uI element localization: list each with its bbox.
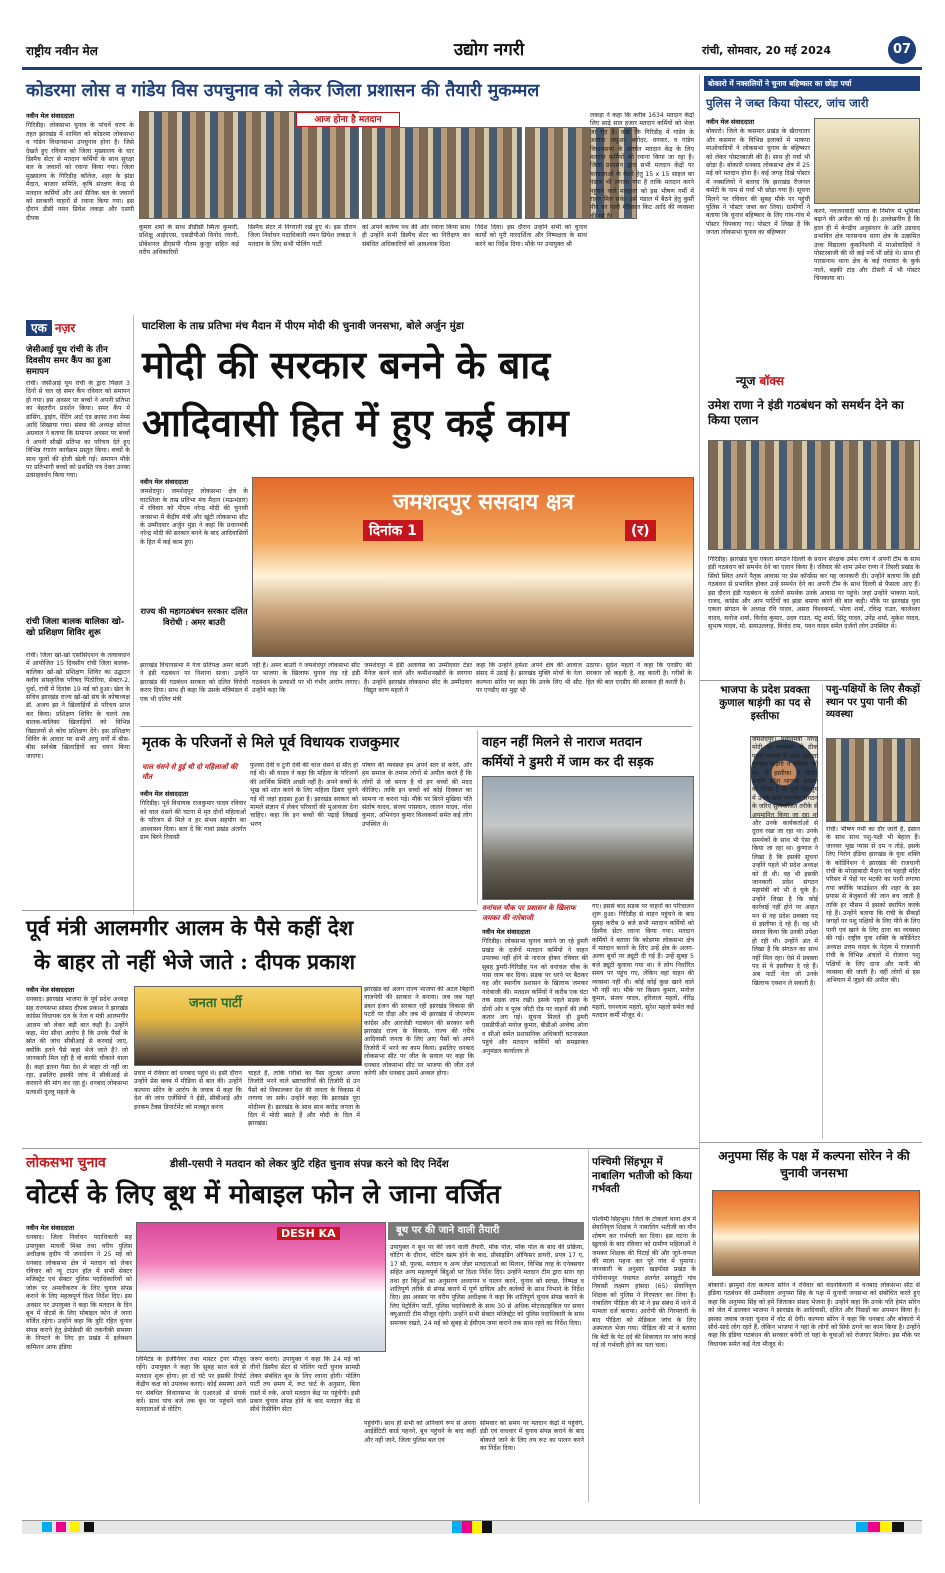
rajkumar-col3: पोषण की व्यवस्था हम अपने स्तर से करेंगे, और हम समाज के तमाम लोगों से अपील करते हैं कि लोगों से जो बनता है वो इन बच्चों की मदद कीजिए। ताकि इन बच्चों को कोई दिक्कत का सामना ना करना पड़े। मौके पर बिरने मुखिया पति संतोष यादव, संजय पासवान, लालन यादव, नरेश कुमार, अभिनंदन कुमार विश्वकर्मा समेत कई लोग उपस्थित थे। — [362, 762, 472, 828]
alamgir-col3: चाहते हैं, ताकि गरीबों का पैसा लूटकर अपना तिजोरी भरने वाले भ्रष्टाचारियों की तिजोरी से उन पैसों को निकालकर देश की जनता के विकास में लगाया जा सके। उन्होंने कहा कि झारखंड पूरा मोदीमय है। झारखंड के साथ साथ करोड़ जनता के दिल में मोदी बसते हैं और मोदी के दिल में झारखंड। — [248, 1070, 360, 1128]
loksabha-col5: पहुंचेंगी। साथ ही सभी को अनिवार्य रूप से अपना आईडेंटिटी कार्ड पहनने, बूथ पहुंचने के बाद कहीं और नहीं जाने, जिला पुलिस बल एवं — [364, 1420, 476, 1444]
loksabha-col1: नवीन मेल संवाददाता धनबाद। जिला निर्वाचन पदाधिकारी सह उपायुक्त माधवी मिश्रा तथा वरीय पुलिस अधीक्षक हृदीप पी जनार्दनन ने 25 मई को धनबाद लोकसभा क्षेत्र में मतदान को लेकर रविवार को न्यू टाउन हॉल में सभी सेक्टर मजिस्ट्रेट एवं सेक्टर पुलिस पदाधिकारियों को जोरू पर अमलीकरण के लिए चुनाव संपन्न कराने के लिए महत्वपूर्ण दिशा निर्देश दिए। इस अवसर पर उपायुक्त ने कहा कि मतदान के दिन बूथ में वोटर्स के लिए मोबाइल फोन ले जाना वर्जित रहेगा। उन्होंने कहा कि त्रुटि रहित चुनाव संपन्न कराने हेतु डेमोक्रेसी की तकनीकी समस्या के निपटने के लिए हर प्रखंड में इलेक्शन कमिशन आफ इंडिया — [26, 1224, 132, 1351]
top-story-photo-2 — [362, 127, 522, 219]
ek-nazar-divider — [133, 315, 134, 915]
pashu-body: रांची। भीषण गर्मी का दौर जारी है, इंसान के साथ साथ पशु-पक्षी भी बेहाल हैं। जानवर भूख प्यास से दम न तोड़े, इसके लिए निरोग इंडिया झारखंड के युवा शक्ति के कोर्डिनेशन ने झारखंड की राजधानी रांची के मोरहाबादी मैदान एवं पहाड़ी मंदिर परिसर में पेड़ों पर मटकी का पानी लगाया गया क्योंकि फाउंडेशन की शहर के इस प्रयास से बेजुबानों की जान बच जाती है ताकि हर मौसम में इसको स्थापित करके रहे हैं। उन्होंने बताया कि रांची के सैकड़ों जगहों पर पशु पक्षियों के लिए पीने के लिए पानी एवं खाने के लिए दाना का व्यवस्था की गई। राष्ट्रीय युवा शक्ति के कोर्डिनेटर अध्यक्ष उत्तम यादव के नेतृत्व में राजधानी रांची के विभिन्न अंचलों में रोजाना पशु पक्षियों के लिए दाना और पानी की व्यवस्था की जाती है। वहीं लोगों से इस अभियान में जुड़ने की अपील की। — [826, 826, 920, 985]
news-box-body: गिरिडीह। झारखंड युवा एकता संगठन दिल्ली के प्रधान संरक्षक उमेश राणा ने अपनी टीम के साथ इंडी गठबंधन को समर्थन देने का एलान किया है। रविवार की शाम उमेश राणा ने तिसरी प्रखंड के सिंघो स्थित अपने पैतृक आवास पर प्रेस कॉन्फ्रेंस कर यह जानकारी दी। उन्होंने बताया कि इंडी गठबंधन से प्रभावित होकर उन्हें समर्थन देने का अपनी टीम के साथ दिल्ली से फ़ैसला आए हैं। इस दौरान इंडी गठबंधन के दर्जनों समर्थक उनके आवास पर पहुंचे। जहां उन्होंने भाकपा माले, राजद, कांग्रेस और आप पार्टियों का झंडा थमाया करने की बात कही। मौके पर झारखंड युवा एकता संगठन के अध्यक्ष रवि यादव, असरा विश्वकर्मा, भोला शर्मा, रविन्द्र राउत, कालेश्वर यादव, मनोज शर्मा, विनोद कुमार, उदय राउत, मंटू शर्मा, सिंटू यादव, उपेंद्र शर्मा, मुकेश यादव, सुभाष यादव, मो. समाउल्लाह, विनोद राम, पवन यादव समेत दर्जनों लोग उपस्थित थे। — [708, 556, 920, 631]
vahan-headline-line2: कर्मियों ने डुमरी में जाम कर दी सड़क — [482, 755, 654, 770]
modi-byline: नवीन मेल संवाददाता — [140, 478, 189, 486]
modi-rally-photo — [252, 477, 694, 657]
modi-kicker: घाटशिला के ताम्र प्रतिभा मंच मैदान में पीएम मोदी की चुनावी जनसभा, बोले अर्जुन मुंडा — [142, 320, 464, 332]
alamgir-headline-line1: पूर्व मंत्री आलमगीर आलम के पैसे कहीं देश — [26, 915, 354, 940]
modi-col4: कहा कि उन्होंने हमेशा अपने क्षेत्र की आवाज संसद में उठाई है। झारखंड मुक्ति मोर्चा के नेता कल्पना सोरेन पर कहा कि उनके लिए भी सीट पर एनडीए का मुद्दा भी — [476, 662, 582, 695]
alamgir-rule — [22, 910, 477, 911]
ek-nazar-label-a: एक — [26, 320, 52, 336]
right-column-divider — [699, 74, 700, 1504]
anupama-headline: अनुपमा सिंह के पक्ष में कल्पना सोरेन ने की चुनावी जनसभा — [718, 1149, 910, 1180]
naxal-byline: नवीन मेल संवाददाता — [706, 118, 755, 126]
vahan-caption: वनांचल चौक पर प्रशासन के खिलाफ जमकर की नारेबाजी — [482, 904, 576, 922]
loksabha-byline: नवीन मेल संवाददाता — [26, 1224, 75, 1232]
alamgir-headline-line2: के बाहर तो नहीं भेजे जाते : दीपक प्रकाश — [34, 949, 355, 974]
dateline: रांची, सोमवार, 20 मई 2024 — [702, 44, 832, 57]
rajkumar-headline: मृतक के परिजनों से मिले पूर्व विधायक राजकुमार — [142, 734, 400, 751]
alamgir-col1: नवीन मेल संवाददाता धनबाद। झारखंड भाजपा के पूर्व प्रदेश अध्यक्ष सह राज्यसभा सांसद दीपक प्रकाश ने झारखंड कांग्रेस विधायक दल के नेता व मंत्री आलमगीर आलम को लेकर बड़ी बात कही है। उन्होंने कहा, मेरा सीधा आरोप है कि उनके पैसों के स्रोत की जांच सीबीआई से करवाई जाए, क्योंकि इतने पैसे कहां भेजे जाते हैं? जो जानकारी मिल रही है वो काफी चौकाने वाला है। कहां इतना पैसा देश से बाहर तो नहीं जा रहा, इसलिए इसकी जांच में सीबीआई से करवाने की मांग कर रहा हूं। धनबाद लोकसभा प्रत्याशी दुल्लू महतो के — [26, 986, 128, 1096]
loksabha-col3: जरूर कराएं। उपायुक्त ने कहा कि 24 मई को तीनों डिस्पैच सेंटर से पोलिंग पार्टी चुनाव सामग्री लेकर संबंधित बूथ के लिए रवाना होंगी। पोलिंग पार्टी तय समय में, रूट चार्ट के अनुसार, बिना रास्ते में रुके, अपने मतदान केंद्र पर पहुंचेंगी। इसी प्रकार चुनाव संपन्न होने के बाद मतदान केंद्र से सीधे रिसीविंग सेंटर — [250, 1356, 360, 1414]
paper-name: राष्ट्रीय नवीन मेल — [26, 44, 98, 58]
cmyk-mark-cyan — [42, 1522, 52, 1532]
vahan-col2: गए। इससे बाद सड़क पर वाहनों का परिचालन शुरू हुआ। गिरिडीह से वाहन पहुंचने के बाद सुबह करीब 9 बजे सभी मतदान कर्मियों को डिस्पैच सेंटर रवाना किया गया। मतदान कर्मियों ने बताया कि कोडरमा लोकसभा क्षेत्र में मतदान कराने के लिए उन्हें क्षेत्र के अलग-अलग बूथों पर ड्यूटी दी गई है। उन्हें सुबह 5 बजे ड्यूटी बुलाया गया था। वे लोग निर्धारित समय पर पहुंच गए, लेकिन वहां वाहन की व्यवस्था नहीं थी। कोई कोई कुछ खाने वाले भी नहीं था। मौके पर किसन कुमार, मनोज कुमार, संजय यादव, हरिलाल महतो, वीरेंद्र महतो, घनश्याम महतो, सुरेश महतो समेत कई मतदान कर्मी मौजूद थे। — [592, 903, 694, 1020]
nabalig-divider — [588, 1150, 589, 1502]
ek-nazar-item2-body: रांची। जिला खो-खो एसोसिएशन के तत्वावधान में आयोजित 15 दिवसीय रांची जिला बालक-बालिका खो-खो प्रशिक्षण शिविर का उद्घाटन क्लीव सांस्कृतिक परिषद पिठोरिया, सेक्टर-2, धुर्वा, रांची में दिनांक 19 मई को हुआ। खेल के सचिव झारखंड राज्य खो-खो संघ के कोषाध्यक्ष डॉ. अजय झा ने खिलाड़ियों से परिचय प्राप्त कर किया। प्रशिक्षण शिविर के चलने तक बालक-बालिका खिलाड़ियों को विभिन्न विद्यालयों से कोच प्रशिक्षण देंगे। इस प्रशिक्षण शिविर के आधार पर सभी आयु वर्गों में बीस-बीस सर्वश्रेष्ठ खिलाड़ियों का चयन किया जाएगा। — [26, 652, 130, 760]
rally-banner-a: जमशदपुर ससदाय क्षत्र — [393, 489, 574, 515]
alamgir-col2: प्रचार में रविवार को धनबाद पहुंचे थे। इसी दौरान उन्होंने प्रेस क्लब में मीडिया से बात की। उन्होंने कल्पना सोरेन के आरोप के जवाब में कहा कि देश की जांच एजेंसियों ने ईडी, सीबीआई और इनकम टैक्स डिपार्टमेंट को मजबूत करना — [134, 1070, 242, 1111]
top-story-col4: को अपने कर्तव्य पथ की ओर रवाना किया साथ ही उन्होंने सभी डिस्पैच सेंटर का निरीक्षण कर संबंधित अधिकारियों को आवश्यक दिशा — [362, 224, 470, 248]
modi-col3: जमशेदपुर में इंडी अलायंस का उम्मीदवार टेंडर मैनेज करने वाले और कमीशनखोरों के सरगना हैं। उन्होंने झारखंड लोकसभा सीट के उम्मीदवार विद्युत वरण महतो ने — [364, 662, 472, 695]
loksabha-photo-label: DESH KA — [277, 1227, 340, 1240]
kunal-divider — [822, 684, 823, 1139]
cmyk-mark-black — [84, 1522, 94, 1532]
modi-col5: उठाया। सुदेश महतो ने कहा कि एनडीए की सरकार जो कहती है, वह करती है। गरीबों के हित की बात एनडीए की सरकार ही करती है। — [586, 662, 692, 686]
anupama-rule — [700, 1142, 922, 1143]
rajkumar-rule — [140, 726, 692, 727]
vahan-byline: नवीन मेल संवाददाता — [482, 928, 531, 936]
modi-col1: झारखंड विधानसभा में नेता प्रतिपक्ष अमर बाउरी ने इंडी गठबंधन पर निशाना साधा। उन्होंने झारखंड की गठबंधन सरकार को दलित विरोधी करार दिया। साथ ही कहा कि उसके मंत्रिमंडल में एक भी दलित मंत्री — [140, 662, 248, 703]
top-story-headline: कोडरमा लोस व गांडेय विस उपचुनाव को लेकर जिला प्रशासन की तैयारी मुकम्मल — [26, 81, 540, 101]
pashu-photo — [826, 738, 920, 822]
anupama-body: बोकारो। झामुमो नेता कल्पना सोरेन ने रविवार को चंदनकियारी में धनबाद लोकसभा सीट से इंडिया गठबंधन की उम्मीदवार अनुपमा सिंह के पक्ष में चुनावी जनसभा को संबोधित करते हुए कहा कि अनुपमा सिंह को हमें जिताकर संसद भेजना है। उन्होंने कहा कि उनके पति हेमंत सोरेन को जेल में डालकर भाजपा ने झारखंड के आदिवासी, दलित और पिछड़ों का अपमान किया है। इसका जवाब जनता चुनाव में वोट से देगी। कल्पना सोरेन ने कहा कि धनबाद और बोकारो में सीधे-सादे लोग रहते हैं, लेकिन भाजपा ने यहां के लोगों को सिर्फ ठगने का काम किया है। उन्होंने कहा कि इंडिया गठबंधन की सरकार बनेगी तो यहां के युवाओं को रोजगार मिलेगा। इस मौके पर विधायक समेत कई नेता मौजूद थे। — [708, 1282, 920, 1348]
news-box-label — [706, 370, 920, 390]
news-box-label-a: न्यूज — [736, 374, 756, 388]
top-story-photo-banner: आज होना है मतदान — [296, 112, 400, 127]
masthead-rule — [22, 67, 922, 70]
modi-col2: नहीं है। अमर बाउरी ने जमशेदपुर लोकसभा सीट पर भाजपा के खिलाफ चुनाव लड़ रहे इंडी गठबंधन के प्रत्याशी पर भी गंभीर आरोप लगाए। उन्होंने कहा कि — [252, 662, 360, 695]
alamgir-byline: नवीन मेल संवाददाता — [26, 986, 75, 994]
news-box-photo — [708, 440, 920, 550]
modi-headline-line1: मोदी की सरकार बनने के बाद — [142, 342, 551, 387]
loksabha-label: लोकसभा चुनाव — [26, 1155, 106, 1171]
rajkumar-col1: नवीन मेल संवाददाता गिरिडीह। पूर्व विधायक राजकुमार यादव रविवार को चाल धंसने की घटना में मृत दोनों महिलाओं के परिजन से मिले व हर संभव सहयोग का आश्वासन दिया। बता दें कि गावां प्रखंड अंतर्गत ग्राम बिरने निवासी — [140, 790, 246, 842]
vahan-photo — [482, 776, 694, 900]
cmyk-mark-right — [856, 1522, 904, 1532]
alamgir-col4: झारखंड को अलग राज्य भाजपा की अटल बिहारी वाजपेयी की सरकार ने बनाया। जब जब यहां डबल इंजन की सरकार रही झारखंड विकास की पटरी पर दौड़ा और जब भी झारखंड में जेएमएम कांग्रेस और आरजेडी गठबंधन की सरकार बनी झारखंड राज्य के विकास, राज्य की गरीब आदिवासी जनता के लिए आए पैसों को अपने तिजोरी में भरने का काम किया। इसलिए धनबाद लोकसभा सीट पर जीत के सवाल पर कहा कि धनबाद लोकसभा सीट पर भाजपा की जीत दर्ज करेगी और धनबाद उसमें अव्वल होगा। — [364, 986, 474, 1078]
loksabha-col6: सोमवार को समय पर मतदान केंद्रों में पहुंचेंगे, इंडी एवं वाधवार में चुनाव संपन्न कराने के बाद बोकारो जाने के लिए तय रूट का पालन करने का निर्देश दिया। — [480, 1420, 584, 1453]
cmyk-mark-center — [452, 1521, 492, 1533]
top-story-col6: लकड़ा ने कहा कि करीब 1634 मतदान केंद्रों लिए साढ़े सात हजार मतदान कर्मियों को भेजा जा रहा है। कहा कि गिरिडीह में गांडेय के अलावा जमुआ, बगोदर, धनवार, व गांडेय विधानसभा के अंतर्गत मतदान केंद्र के लिए मतदान कर्मियों को रवाना किया जा रहा है। जिला प्रशासन द्वारा सभी मतदान केंद्रों पर मतदाताओं के बैठने हेतु 15 x 15 साइज का पंडाल भी लगाया गया है ताकि मतदान करने पहुंचने वाले मतदाता को इस भीषण गर्मी में राहत मिल सके। उसे पंडाल में बैठने हेतु कुर्सी पीने का पानी मेडिकल किट आदि की व्यवस्था की गई है। — [590, 112, 694, 220]
vahan-headline-line1: वाहन नहीं मिलने से नाराज मतदान — [482, 735, 642, 750]
top-story-col1: नवीन मेल संवाददाता गिरिडीह। लोकसभा चुनाव के पांचवें चरण के तहत झारखंड में शामिल को कोडरमा लोकसभा व गांडेय विधानसभा उपचुनाव होना है। जिसे देखते हुए रविवार को जिला मुख्यालय के चार डिस्पैच सेंटर से मतदान कर्मियों के साथ सुरक्षा बल के जवानों को रवाना किया गया। जिला मुख्यालय के गिरिडीह कॉलेज, शहर के झंडा मैदान, बाजार समिति, कृषि संरक्षण केन्द्र से मतदान कर्मियों और अर्ध सैनिक बल के जवानों को सरकारी वाहनों से रवाना किया गया। इस दौरान डीसी नमन प्रियेश लकड़ा और एसपी दीपक — [26, 112, 134, 222]
anupama-photo — [712, 1190, 920, 1276]
rajkumar-byline: नवीन मेल संवाददाता — [140, 790, 189, 798]
modi-lead: नवीन मेल संवाददाता जमशेदपुर। जमशेदपुर लोकसभा क्षेत्र के घाटशिला के ताम्र प्रतिभा मंच मैदान (मऊभंडार) में रविवार को पीएम नरेन्द्र मोदी की चुनावी जनसभा में केंद्रीय मंत्री और खूंटी लोकसभा सीट के उम्मीदवार अर्जुन मुंडा ने कहा कि प्रधानमंत्री नरेन्द्र मोदी की सरकार बनने के बाद आदिवासियों के हित में कई काम हुए। — [140, 478, 248, 546]
kunal-headline: भाजपा के प्रदेश प्रवक्ता कुणाल षाड़ंगी का पद से इस्तीफा — [719, 684, 811, 722]
rally-banner-b: दिनांक 1 — [363, 520, 423, 541]
alamgir-photo-text: जनता पार्टी — [189, 996, 242, 1011]
loksabha-col4: उपायुक्त ने बूथ पर की जाने वाली तैयारी, मॉक पोल, मॉक पोल के बाद की प्रक्रिया, वोटिंग के दौरान, वोटिंग खत्म होने के बाद, प्रीसाइडिंग ऑफिसर डायरी, प्रपत्र 17 ए, 17 सी, फुल्स, मतदान व अन्य जेंडर मतदाताओं का मिलान, विभिन्न तरह के एनेक्सचर सहित अन्य महत्वपूर्ण बिंदुओं पर दिशा निर्देश दिए। उन्होंने मतदान टीम द्वारा सारा रहा तथा हर बिंदुओं का अनुसरण अध्यापन व पालन करने, चुनाव को स्वच्छ, निष्पक्ष व शांतिपूर्ण तरीके से संपन्न कराने में पूर्ण दायित्व और कर्तव्यों के साथ निभाने के निर्देश दिए। इस अवसर पर वरीय पुलिस अधीक्षक ने कहा कि शांतिपूर्ण चुनाव संपन्न कराने के लिए पेट्रोलिंग पार्टी, पुलिस पदाधिकारी के साथ 30 से अधिक मोटरसाइकिल पर सवार क्यूआरटी टीम मौजूद रहेगी। उन्होंने सभी सेक्टर मजिस्ट्रेट को पुलिस पदाधिकारी के साथ समन्वय रखते, 24 मई को सुबह से ईवीएम जमा कराने तक साथ रहने का निर्देश दिया। — [390, 1244, 584, 1327]
cmyk-mark-yellow — [70, 1522, 80, 1532]
naxal-headline: पुलिस ने जब्त किया पोस्टर, जांच जारी — [706, 96, 869, 110]
news-box-label-b: बॉक्स — [759, 374, 784, 388]
alamgir-photo — [134, 986, 362, 1066]
naxal-col2: करने, नवजनवादी भारत के निर्माण में भूमिका बढ़ाने की अपील की गई है। उल्लेखनीय है कि हाल ही में केन्द्रीय अनुसंधान के अति उग्रवाद प्रभावित क्षेत्र पारसनाथ थाना क्षेत्र के उत्क्रमित उच्च विद्यालय कुकनिशपी में माओवादियों ने पोस्टरबाजी की थी कई पर्चे भी छोड़े थे। साथ ही पारसनाथ थाना क्षेत्र के कई पंचायत के कुर्क नाले, बड़की टांड़ और टीसरी में भी पोस्टर चिपकाया था। — [814, 208, 920, 283]
loksabha-kicker: डीसी-एसपी ने मतदान को लेकर त्रुटि रहित चुनाव संपन्न करने को दिए निर्देश — [170, 1158, 449, 1170]
kunal-body: जमशेदपुर। प्रधानमंत्री नरेन्द्र मोदी के कार्यक्रम से ठीक पहले भाजपा के प्रदेश प्रवक्ता कुणाल षाड़ंगी ने रविवार को पद से इस्तीफा दे दिया। उन्होंने प्रदेश भाजपा अध्यक्ष को लिखा है कि पूर्वी सिंहभूम में उनके साथ स्थानीय संगठन के जरिए सुनियोजित तरीके से अपमानित किया जा रहा था और उनके कार्यकर्ताओं से दुराव रखा जा रहा था। उनके समर्थकों के साथ भी ऐसा ही किया जा रहा था। कुणाल ने लिखा है कि इसकी सूचना उन्होंने पहले भी प्रदेश अध्यक्ष को दी थी। वह भी इसकी जानकारी प्रदेश संगठन महामंत्री को भी दे चुके हैं। उन्होंने लिखा है कि कोई कार्रवाई नहीं होने पर आहत मन से वह प्रदेश प्रवक्ता पद से इस्तीफा दे रहे हैं। वह भी सवाल किया कि उनकी उपेक्षा हो रही थी। उन्होंने अंत में लिखा है कि संगठन का साथ नहीं मिल रहा। ऐसे में प्रवक्ता पद से वे इस्तीफा दे रहे हैं। अब पार्टी नेता जो उनके खिलाफ एक्शन ले सकती है। — [752, 736, 818, 987]
naxal-poster-photo — [814, 118, 920, 204]
ek-nazar-label-b: नज़र — [54, 321, 76, 335]
naxal-col1: नवीन मेल संवाददाता बोकारो। जिले के कसमार प्रखंड के खैराचातर और कसमार के विभिन्न इलाकों में भाकपा माओवादियों ने लोकसभा चुनाव के बहिष्कार को लेकर पोस्टरबाजी की है। साथ ही पर्चा भी छोड़ा है। बोकारो धनबाद लोकसभा क्षेत्र में 25 मई को मतदान होना है। कई जगह दिखे पोस्टर में नक्सलियों ने बताया कि झारखंड रीजनल कमेटी के नाम से पर्चा भी छोड़ा गया है। सूचना मिलने पर रविवार की सुबह मौके पर पहुंची पुलिस ने पोस्टर जब्त कर लिया। ग्रामीणों ने बताया कि चुनाव बहिष्कार के लिए गांव-गांव में पोस्टर चिपकाए गए। पोस्टर में लिखा है कि जनता लोकसभा चुनाव का बहिष्कार — [706, 118, 810, 237]
cmyk-mark-magenta — [56, 1522, 66, 1532]
nabalig-body: पश्चिमी सिंहभूम। जिले के टोकलो थाना क्षेत्र में सेवानिवृत्त शिक्षक ने नाबालिग भतीजी का यौन शोषण कर गर्भवती कर दिया। इस घटना के खुलासे के बाद रविवार को ग्रामीण महिलाओं ने जमकर शिक्षक की पिटाई की और जूते-चप्पल की माला पहना कर पूरे गांव में घुमाया। जानकारी के अनुसार खड़पोसा प्रखंड के गोपीनाथपुर पंचायत अंतर्गत सनाहुटी गांव निवासी लक्ष्मण हांसदा (65) सेवानिवृत्त शिक्षक को पुलिस ने गिरफ्तार कर लिया है। नाबालिग पीड़िता की मां ने इस संबंध में थाने में मामला दर्ज कराया। आरोपी की गिरफ्तारी के बाद पीड़िता को मेडिकल जांच के लिए अस्पताल भेजा गया। पीड़िता की मां ने बताया कि बेटी के पेट दर्द की शिकायत पर जांच कराई गई तो गर्भवती होने का पता चला। — [592, 1216, 696, 1350]
masthead — [22, 34, 922, 66]
section-title: उद्योग नगरी — [453, 40, 525, 60]
loksabha-photo — [136, 1222, 386, 1352]
page-number: 07 — [888, 36, 916, 64]
kunal-rule — [700, 680, 922, 681]
modi-side-kicker: राज्य की महागठबंधन सरकार दलित विरोधी : अमर बाउरी — [140, 606, 248, 627]
vahan-divider — [477, 730, 478, 905]
loksabha-headline: वोटर्स के लिए बूथ में मोबाइल फोन ले जाना वर्जित — [26, 1180, 501, 1210]
pashu-headline: पशु-पक्षियों के लिए सैकड़ों स्थान पर पुया पानी की व्यवस्था — [826, 684, 920, 720]
top-story-col5: निर्देश दिया। इस दौरान उन्होंने सभी को चुनाव कार्यों को पूरी पारदर्शिता और निष्पक्षता के साथ करने का निर्देश दिया। मौके पर उपायुक्त श्री — [475, 224, 587, 248]
modi-headline-line2: आदिवासी हित में हुए कई काम — [142, 400, 569, 445]
rajkumar-pull: चाल धंसने से हुई थी दो महिलाओं की मौत — [142, 763, 238, 781]
top-story-col2: कुमार शर्मा के साथ डीडीसी स्मिता कुमारी, प्रशिक्षु आईएएस, एसडीपीओ विनोद रवानी, प्रोबेशनल डीएसपी गौतम कुजूर सहित कई वरीय अधिकारियों — [139, 224, 239, 257]
vahan-col1: नवीन मेल संवाददाता गिरिडीह। लोकसभा चुनाव कराने जा रहे डुमरी प्रखंड के दर्जनों मतदान कर्मियों ने वाहन उपलब्ध नहीं होने से नाराज होकर रविवार की सुबह डुमरी-गिरिडीह पथ को वनांचल चौक के पास जाम कर दिया। सड़क पर धरने पर बैठकर वह और स्थानीय प्रशासन के खिलाफ जमकर नारेबाजी की। मतदान कर्मियों ने करीब एक घंटा तक सड़क जाम रखी। इसके पहले सड़क के दोनों ओर व पूरब जीटी रोड पर वाहनों की लंबी कतार लग गई। सूचना मिलते ही डुमरी एसडीपीओ मनोज कुमार, बीडीओ अन्वेषा ओना व सीओ समेत प्रशासनिक अधिकारी घटनास्थल पहुंचे और मतदान कर्मियों को समझाकर अनुमंडल कार्यालय ले — [482, 928, 588, 1055]
ek-nazar-item2-headline: रांची जिला बालक बालिका खो-खो प्रशिक्षण शिविर शुरू — [26, 617, 125, 638]
nabalig-headline: पश्चिमी सिंहभूम में नाबालिग भतीजी को किया गर्भवती — [592, 1156, 692, 1195]
byline: नवीन मेल संवाददाता — [26, 112, 75, 120]
loksabha-rule — [22, 1148, 699, 1149]
naxal-kicker: बोकारो में नक्सलियों ने चुनाव बहिष्कार का छोड़ा पर्चा — [704, 76, 920, 91]
rajkumar-col2: फुलवा देवी व टुनी देवी की चाल धंसने से मौत हो गई थी। श्री यादव ने कहा कि महिला के परिजनों की आर्थिक स्थिति अच्छी नहीं है। अपने बच्चों के भूख को शांत करने के लिए महिला ढिबरा चुनने गई थी जहां हादसा हुआ है। झारखंड सरकार को मामले संज्ञान में लेकर परिवारों की मुआवजा देना चाहिए। कहा कि इन बच्चों की पढ़ाई लिखाई भरण — [250, 762, 358, 828]
top-story-col3: डिस्पैच सेंटर में निगरानी रखे हुए थे। इस दौरान जिला निर्वाचन पदाधिकारी नमन प्रियेश लकड़ा ने मतदान के लिए सभी पोलिंग पार्टी — [248, 224, 356, 248]
ek-nazar-label — [26, 317, 128, 337]
news-box-headline: उमेश राणा ने इंडी गठबंधन को समर्थन देने का किया एलान — [708, 398, 904, 427]
loksabha-col2: लिमिटेड के इंजीनियर तथा मास्टर ट्रेनर मौजूद रहेंगे। उपायुक्त ने कहा कि सुबह सात बजे से मतदान शुरू होगा। हर दो घंटे पर इसकी रिपोर्ट केंद्रीय कक्ष को उपलब्ध कराएं। कोई समस्या आने पर संबंधित विधानसभा के एआरओ से संपर्क करें। साथ पांच बजे तक बूथ पर पहुंचने वाले मतदाताओं से वोटिंग — [136, 1356, 246, 1414]
ek-nazar-item1-headline: जेसीआई यूथ रांची के तीन दिवसीय समर कैंप का हुआ समापन — [26, 345, 111, 377]
loksabha-sub-banner: बूथ पर की जाने वाली तैयारी — [388, 1222, 584, 1240]
ek-nazar-item1-body: रांची। जेसीआई यूथ रांची के द्वारा पिछले 3 दिनों से चल रहे समर कैंप रविवार को समापन हो गया। इस अवसर पर बच्चों ने अपनी प्रतिभा का बेहतरीन प्रदर्शन किया। समर कैंप में डांसिंग, ड्राइंग, पेंटिंग आर्ट एंड क्राफ्ट तथा मेम्स आदि सिखाया गया। संस्था की अध्यक्ष सोनल अग्रवाल ने बताया कि समापन अवसर पर बच्चों ने अपनी सीखी प्रतिभा का परिचय देते हुए विभिन्न रंगारंग कार्यक्रम प्रस्तुत किया। बच्चों के साथ फूलों की होली खेली गई। समापन मौके पर प्रतिभागी बच्चों को प्रशस्ति पत्र देकर उनका उत्साहवर्धन किया गया। — [26, 380, 130, 480]
rally-banner-c: (र) — [625, 520, 656, 541]
